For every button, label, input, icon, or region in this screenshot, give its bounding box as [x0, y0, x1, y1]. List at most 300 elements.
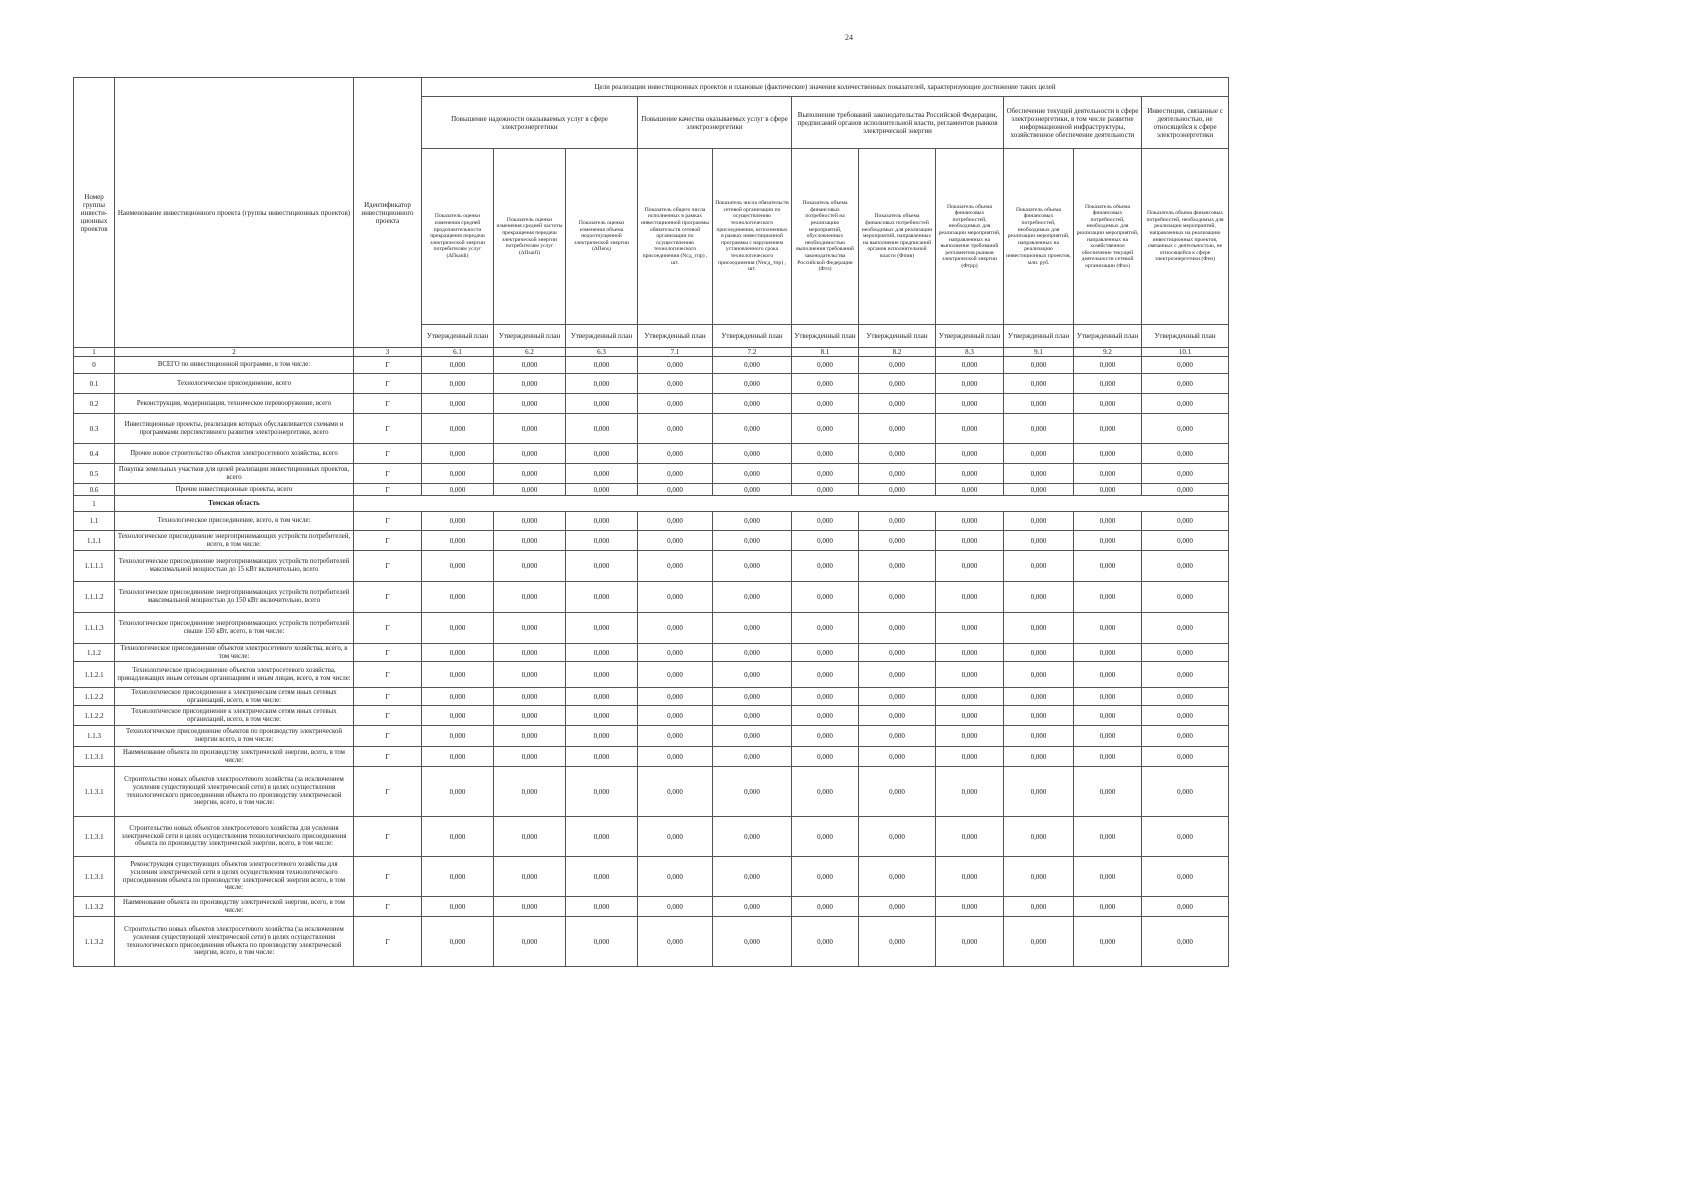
- value-cell: 0,000: [859, 767, 936, 817]
- project-identifier: Г: [354, 374, 422, 394]
- row-number: 1.1.1.1: [74, 551, 115, 582]
- table-row: [74, 484, 1229, 496]
- value-cell: 0,000: [494, 551, 566, 582]
- value-cell: 0,000: [792, 613, 859, 644]
- value-cell: 0,000: [936, 767, 1004, 817]
- value-cell: 0,000: [1142, 706, 1229, 726]
- value-cell: 0,000: [566, 374, 638, 394]
- value-cell: 0,000: [494, 767, 566, 817]
- value-cell: 0,000: [792, 582, 859, 613]
- row-number: 0.1: [74, 374, 115, 394]
- value-cell: 0,000: [422, 464, 494, 484]
- value-cell: 0,000: [792, 726, 859, 747]
- value-cell: 0,000: [713, 531, 792, 551]
- value-cell: 0,000: [494, 464, 566, 484]
- value-cell: 0,000: [859, 374, 936, 394]
- project-identifier: Г: [354, 464, 422, 484]
- value-cell: 0,000: [859, 551, 936, 582]
- value-cell: 0,000: [792, 706, 859, 726]
- value-cell: 0,000: [422, 747, 494, 767]
- value-cell: 0,000: [422, 662, 494, 688]
- value-cell: 0,000: [1004, 857, 1074, 897]
- project-identifier: Г: [354, 512, 422, 531]
- column-number: 1: [74, 348, 115, 357]
- value-cell: 0,000: [566, 414, 638, 444]
- project-name: Реконструкция, модернизация, техническое перевооружение, всего: [115, 394, 354, 414]
- value-cell: 0,000: [1074, 394, 1142, 414]
- header-group-number: Номер группы инвести-ционных проектов: [74, 78, 115, 348]
- value-cell: 0,000: [1004, 897, 1074, 917]
- value-cell: 0,000: [422, 512, 494, 531]
- value-cell: 0,000: [792, 394, 859, 414]
- value-cell: 0,000: [792, 444, 859, 464]
- value-cell: 0,000: [638, 484, 713, 496]
- project-identifier: Г: [354, 613, 422, 644]
- project-name: Технологическое присоединение, всего: [115, 374, 354, 394]
- value-cell: 0,000: [422, 817, 494, 857]
- value-cell: 0,000: [638, 726, 713, 747]
- header-indicator: Показатель объема финансовых потребностей необходимых для реализации мероприятий, направленных на выполнение предписаний органов исполнительной власти (Фпив): [859, 149, 936, 325]
- value-cell: 0,000: [859, 857, 936, 897]
- value-cell: 0,000: [566, 857, 638, 897]
- value-cell: 0,000: [566, 747, 638, 767]
- value-cell: 0,000: [1074, 857, 1142, 897]
- value-cell: 0,000: [936, 512, 1004, 531]
- value-cell: 0,000: [638, 582, 713, 613]
- value-cell: 0,000: [638, 917, 713, 967]
- value-cell: 0,000: [1074, 512, 1142, 531]
- value-cell: 0,000: [859, 484, 936, 496]
- header-indicator: Показатель объема финансовых потребностей, необходимых для реализации мероприятий, направленных на выполнение требований регламентов рынков электрической энергии (Фтрр): [936, 149, 1004, 325]
- value-cell: 0,000: [792, 551, 859, 582]
- value-cell: 0,000: [566, 817, 638, 857]
- value-cell: 0,000: [1004, 512, 1074, 531]
- value-cell: 0,000: [566, 464, 638, 484]
- value-cell: 0,000: [566, 394, 638, 414]
- value-cell: 0,000: [936, 582, 1004, 613]
- column-number: 9.1: [1004, 348, 1074, 357]
- value-cell: 0,000: [494, 917, 566, 967]
- value-cell: 0,000: [792, 857, 859, 897]
- value-cell: 0,000: [713, 857, 792, 897]
- value-cell: 0,000: [859, 582, 936, 613]
- value-cell: 0,000: [713, 357, 792, 374]
- value-cell: 0,000: [638, 747, 713, 767]
- value-cell: 0,000: [713, 897, 792, 917]
- value-cell: 0,000: [638, 444, 713, 464]
- header-group-non-energy: Инвестиции, связанные с деятельностью, не относящейся к сфере электроэнергетики: [1142, 97, 1229, 149]
- value-cell: 0,000: [422, 394, 494, 414]
- value-cell: 0,000: [422, 484, 494, 496]
- project-name: Технологическое присоединение объектов по производству электрической энергии всего, в том числе:: [115, 726, 354, 747]
- value-cell: 0,000: [1004, 688, 1074, 706]
- header-indicator: Показатель общего числа исполненных в рамках инвестиционной программы обязательств сетевой организации по осуществлению технологического присоединения (Nсд_тпр) , шт.: [638, 149, 713, 325]
- value-cell: 0,000: [792, 512, 859, 531]
- value-cell: 0,000: [1074, 357, 1142, 374]
- value-cell: 0,000: [859, 531, 936, 551]
- table-row: [74, 464, 1229, 484]
- value-cell: 0,000: [494, 706, 566, 726]
- value-cell: 0,000: [1074, 414, 1142, 444]
- value-cell: 0,000: [713, 512, 792, 531]
- investment-table: [73, 77, 1229, 967]
- value-cell: 0,000: [936, 857, 1004, 897]
- value-cell: 0,000: [638, 613, 713, 644]
- value-cell: 0,000: [566, 644, 638, 662]
- value-cell: 0,000: [638, 767, 713, 817]
- value-cell: 0,000: [494, 357, 566, 374]
- value-cell: 0,000: [1142, 688, 1229, 706]
- value-cell: 0,000: [1142, 857, 1229, 897]
- project-name: Строительство новых объектов электросетевого хозяйства для усиления электрической сети в целях осуществления технологического присоединения объекта по производству электрической энергии, всего, в том числе:: [115, 817, 354, 857]
- header-indicator: Показатель оценки изменения объема недоотпущенной электрической энергии (ΔПens): [566, 149, 638, 325]
- value-cell: 0,000: [494, 394, 566, 414]
- value-cell: 0,000: [638, 644, 713, 662]
- column-number: 7.1: [638, 348, 713, 357]
- value-cell: 0,000: [792, 644, 859, 662]
- column-number: 3: [354, 348, 422, 357]
- project-identifier: Г: [354, 747, 422, 767]
- page-number: 24: [845, 33, 853, 42]
- value-cell: 0,000: [713, 613, 792, 644]
- region-name: Томская область: [115, 496, 354, 512]
- value-cell: 0,000: [422, 551, 494, 582]
- value-cell: 0,000: [713, 582, 792, 613]
- project-name: Наименование объекта по производству электрической энергии, всего, в том числе:: [115, 747, 354, 767]
- value-cell: 0,000: [792, 414, 859, 444]
- value-cell: 0,000: [566, 767, 638, 817]
- value-cell: 0,000: [713, 688, 792, 706]
- value-cell: 0,000: [638, 706, 713, 726]
- row-number: 1.1.3.1: [74, 767, 115, 817]
- value-cell: 0,000: [1004, 582, 1074, 613]
- value-cell: 0,000: [494, 817, 566, 857]
- header-plan-label: Утвержденный план: [713, 325, 792, 348]
- row-number: 1.1.1: [74, 531, 115, 551]
- header-plan-label: Утвержденный план: [1074, 325, 1142, 348]
- table-row: [74, 917, 1229, 967]
- value-cell: 0,000: [494, 644, 566, 662]
- project-name: Строительство новых объектов электросетевого хозяйства (за исключением усиления существующей электрической сети) в целях осуществления технологического присоединения объекта по производству электрической энергии, всего, в том числе:: [115, 767, 354, 817]
- value-cell: 0,000: [936, 551, 1004, 582]
- value-cell: 0,000: [1142, 357, 1229, 374]
- value-cell: 0,000: [566, 688, 638, 706]
- project-identifier: Г: [354, 897, 422, 917]
- value-cell: 0,000: [713, 394, 792, 414]
- value-cell: 0,000: [422, 444, 494, 464]
- row-number: 1.1.3.1: [74, 857, 115, 897]
- value-cell: 0,000: [1004, 531, 1074, 551]
- header-indicator: Показатель объема финансовых потребностей, необходимых для реализации мероприятий, направленных на реализацию инвестиционных проектов, млн. руб.: [1004, 149, 1074, 325]
- value-cell: 0,000: [1074, 817, 1142, 857]
- table-row: [74, 817, 1229, 857]
- project-name: Прочее новое строительство объектов электросетевого хозяйства, всего: [115, 444, 354, 464]
- value-cell: 0,000: [1142, 464, 1229, 484]
- value-cell: 0,000: [566, 613, 638, 644]
- value-cell: 0,000: [566, 897, 638, 917]
- header-project-name: Наименование инвестиционного проекта (группы инвестиционных проектов): [115, 78, 354, 348]
- table-row: [74, 512, 1229, 531]
- value-cell: 0,000: [792, 662, 859, 688]
- value-cell: 0,000: [494, 688, 566, 706]
- header-indicator: Показатель объема финансовых потребностей, необходимых для реализации мероприятий, направленных на хозяйственное обеспечение текущей деятельности сетевой организации (Фхо): [1074, 149, 1142, 325]
- value-cell: 0,000: [936, 817, 1004, 857]
- value-cell: 0,000: [1004, 644, 1074, 662]
- value-cell: 0,000: [422, 706, 494, 726]
- project-name: Технологическое присоединение энергопринимающих устройств потребителей максимальной мощностью до 150 кВт включительно, всего: [115, 582, 354, 613]
- value-cell: 0,000: [713, 644, 792, 662]
- value-cell: 0,000: [422, 613, 494, 644]
- value-cell: 0,000: [1142, 767, 1229, 817]
- table-row: [74, 374, 1229, 394]
- value-cell: 0,000: [1004, 551, 1074, 582]
- value-cell: 0,000: [713, 662, 792, 688]
- header-plan-label: Утвержденный план: [638, 325, 713, 348]
- value-cell: 0,000: [566, 531, 638, 551]
- row-number: 0.3: [74, 414, 115, 444]
- value-cell: 0,000: [1142, 582, 1229, 613]
- value-cell: 0,000: [713, 444, 792, 464]
- value-cell: 0,000: [1004, 613, 1074, 644]
- row-number: 0: [74, 357, 115, 374]
- table-row: [74, 582, 1229, 613]
- value-cell: 0,000: [638, 897, 713, 917]
- value-cell: 0,000: [1004, 484, 1074, 496]
- value-cell: 0,000: [1004, 706, 1074, 726]
- value-cell: 0,000: [1004, 662, 1074, 688]
- value-cell: 0,000: [936, 917, 1004, 967]
- value-cell: 0,000: [1004, 357, 1074, 374]
- table-row: [74, 857, 1229, 897]
- row-number: 1: [74, 496, 115, 512]
- value-cell: 0,000: [936, 357, 1004, 374]
- value-cell: 0,000: [1074, 484, 1142, 496]
- value-cell: 0,000: [859, 464, 936, 484]
- header-group-reliability: Повышение надежности оказываемых услуг в сфере электроэнергетики: [422, 97, 638, 149]
- value-cell: 0,000: [494, 512, 566, 531]
- value-cell: 0,000: [1142, 613, 1229, 644]
- value-cell: 0,000: [638, 374, 713, 394]
- row-number: 1.1: [74, 512, 115, 531]
- project-identifier: Г: [354, 644, 422, 662]
- value-cell: 0,000: [1074, 531, 1142, 551]
- header-plan-label: Утвержденный план: [494, 325, 566, 348]
- value-cell: 0,000: [936, 613, 1004, 644]
- header-goals-title: Цели реализации инвестиционных проектов и плановые (фактические) значения количественных показателей, характеризующие достижение таких целей: [422, 78, 1229, 97]
- value-cell: 0,000: [713, 767, 792, 817]
- header-plan-label: Утвержденный план: [566, 325, 638, 348]
- value-cell: 0,000: [494, 857, 566, 897]
- value-cell: 0,000: [713, 747, 792, 767]
- value-cell: 0,000: [566, 512, 638, 531]
- value-cell: 0,000: [566, 484, 638, 496]
- project-identifier: Г: [354, 662, 422, 688]
- value-cell: 0,000: [566, 444, 638, 464]
- value-cell: 0,000: [1142, 484, 1229, 496]
- value-cell: 0,000: [859, 688, 936, 706]
- value-cell: 0,000: [792, 357, 859, 374]
- row-number: 1.1.3.2: [74, 917, 115, 967]
- region-empty-cell: [354, 496, 1229, 512]
- value-cell: 0,000: [1142, 897, 1229, 917]
- value-cell: 0,000: [422, 726, 494, 747]
- value-cell: 0,000: [1074, 747, 1142, 767]
- project-identifier: Г: [354, 688, 422, 706]
- value-cell: 0,000: [566, 726, 638, 747]
- project-name: Технологическое присоединение, всего, в том числе:: [115, 512, 354, 531]
- value-cell: 0,000: [713, 374, 792, 394]
- table-row: [74, 357, 1229, 374]
- value-cell: 0,000: [1004, 817, 1074, 857]
- value-cell: 0,000: [566, 582, 638, 613]
- project-name: Технологическое присоединение к электрическим сетям иных сетевых организаций, всего, в том числе:: [115, 706, 354, 726]
- row-number: 1.1.3: [74, 726, 115, 747]
- value-cell: 0,000: [1142, 394, 1229, 414]
- project-identifier: Г: [354, 817, 422, 857]
- value-cell: 0,000: [422, 857, 494, 897]
- value-cell: 0,000: [859, 414, 936, 444]
- value-cell: 0,000: [792, 767, 859, 817]
- row-number: 1.1.3.2: [74, 897, 115, 917]
- project-identifier: Г: [354, 484, 422, 496]
- table-row: [74, 444, 1229, 464]
- value-cell: 0,000: [859, 897, 936, 917]
- value-cell: 0,000: [792, 817, 859, 857]
- value-cell: 0,000: [1004, 394, 1074, 414]
- value-cell: 0,000: [936, 747, 1004, 767]
- value-cell: 0,000: [422, 582, 494, 613]
- value-cell: 0,000: [566, 551, 638, 582]
- table-header: [74, 78, 1229, 357]
- value-cell: 0,000: [792, 464, 859, 484]
- header-indicator: Показатель оценки изменения средней продолжительности прекращения передачи электрической энергии потребителям услуг (ΔПsaidi): [422, 149, 494, 325]
- row-number: 1.1.1.3: [74, 613, 115, 644]
- column-number: 2: [115, 348, 354, 357]
- value-cell: 0,000: [936, 394, 1004, 414]
- value-cell: 0,000: [1142, 726, 1229, 747]
- value-cell: 0,000: [638, 512, 713, 531]
- value-cell: 0,000: [638, 662, 713, 688]
- project-identifier: Г: [354, 767, 422, 817]
- value-cell: 0,000: [1074, 374, 1142, 394]
- value-cell: 0,000: [638, 464, 713, 484]
- value-cell: 0,000: [422, 917, 494, 967]
- value-cell: 0,000: [638, 817, 713, 857]
- value-cell: 0,000: [792, 484, 859, 496]
- project-name: Наименование объекта по производству электрической энергии, всего, в том числе:: [115, 897, 354, 917]
- value-cell: 0,000: [494, 613, 566, 644]
- value-cell: 0,000: [1074, 917, 1142, 967]
- value-cell: 0,000: [638, 394, 713, 414]
- row-number: 0.5: [74, 464, 115, 484]
- value-cell: 0,000: [422, 374, 494, 394]
- value-cell: 0,000: [422, 767, 494, 817]
- value-cell: 0,000: [1004, 767, 1074, 817]
- value-cell: 0,000: [1074, 706, 1142, 726]
- row-number: 1.1.1.2: [74, 582, 115, 613]
- header-identifier: Идентификатор инвестиционного проекта: [354, 78, 422, 348]
- value-cell: 0,000: [1074, 464, 1142, 484]
- table-row: [74, 613, 1229, 644]
- value-cell: 0,000: [422, 688, 494, 706]
- table-row: [74, 706, 1229, 726]
- value-cell: 0,000: [1074, 613, 1142, 644]
- header-group-quality: Повышение качества оказываемых услуг в сфере электроэнергетики: [638, 97, 792, 149]
- project-identifier: Г: [354, 444, 422, 464]
- value-cell: 0,000: [1074, 897, 1142, 917]
- value-cell: 0,000: [792, 917, 859, 967]
- value-cell: 0,000: [792, 897, 859, 917]
- table-row: [74, 726, 1229, 747]
- row-number: 0.2: [74, 394, 115, 414]
- value-cell: 0,000: [422, 357, 494, 374]
- header-indicator: Показатель объема финансовых потребностей, необходимых для реализации мероприятий, направленных на реализацию инвестиционных проектов, связанных с деятельностью, не относящейся к сфере электроэнергетики (Фнэ): [1142, 149, 1229, 325]
- value-cell: 0,000: [936, 726, 1004, 747]
- value-cell: 0,000: [792, 531, 859, 551]
- column-number: 7.2: [713, 348, 792, 357]
- value-cell: 0,000: [566, 357, 638, 374]
- value-cell: 0,000: [1074, 662, 1142, 688]
- value-cell: 0,000: [936, 897, 1004, 917]
- value-cell: 0,000: [1004, 464, 1074, 484]
- column-number: 10.1: [1142, 348, 1229, 357]
- value-cell: 0,000: [859, 444, 936, 464]
- value-cell: 0,000: [792, 374, 859, 394]
- value-cell: 0,000: [422, 644, 494, 662]
- value-cell: 0,000: [494, 414, 566, 444]
- value-cell: 0,000: [494, 531, 566, 551]
- project-identifier: Г: [354, 531, 422, 551]
- value-cell: 0,000: [566, 706, 638, 726]
- value-cell: 0,000: [1142, 444, 1229, 464]
- value-cell: 0,000: [859, 394, 936, 414]
- header-group-legislation: Выполнение требований законодательства Российской Федерации, предписаний органов исполнительной власти, регламентов рынков электрической энергии: [792, 97, 1004, 149]
- value-cell: 0,000: [494, 747, 566, 767]
- value-cell: 0,000: [713, 414, 792, 444]
- value-cell: 0,000: [859, 817, 936, 857]
- region-row: [74, 496, 1229, 512]
- header-plan-label: Утвержденный план: [859, 325, 936, 348]
- value-cell: 0,000: [1004, 747, 1074, 767]
- value-cell: 0,000: [1142, 531, 1229, 551]
- row-number: 0.6: [74, 484, 115, 496]
- header-indicator: Показатель оценки изменения средней частоты прекращения передачи электрической энергии потребителям услуг (ΔПsaifi): [494, 149, 566, 325]
- project-name: Строительство новых объектов электросетевого хозяйства (за исключением усиления существующей электрической сети) в целях осуществления технологического присоединения объекта по производству электрической энергии, всего, в том числе:: [115, 917, 354, 967]
- value-cell: 0,000: [859, 706, 936, 726]
- value-cell: 0,000: [1142, 551, 1229, 582]
- header-indicator: Показатель объема финансовых потребностей на реализацию мероприятий, обусловленных необходимостью выполнения требований законодательства Российской Федерации (Фтз): [792, 149, 859, 325]
- value-cell: 0,000: [936, 531, 1004, 551]
- column-number: 6.2: [494, 348, 566, 357]
- project-identifier: Г: [354, 917, 422, 967]
- value-cell: 0,000: [792, 747, 859, 767]
- project-name: Технологическое присоединение энергопринимающих устройств потребителей, всего, в том числе:: [115, 531, 354, 551]
- project-name: Прочие инвестиционные проекты, всего: [115, 484, 354, 496]
- value-cell: 0,000: [859, 644, 936, 662]
- value-cell: 0,000: [1142, 512, 1229, 531]
- header-plan-label: Утвержденный план: [1142, 325, 1229, 348]
- value-cell: 0,000: [713, 817, 792, 857]
- row-number: 1.1.3.1: [74, 747, 115, 767]
- value-cell: 0,000: [936, 662, 1004, 688]
- value-cell: 0,000: [1142, 662, 1229, 688]
- value-cell: 0,000: [1004, 444, 1074, 464]
- value-cell: 0,000: [494, 484, 566, 496]
- value-cell: 0,000: [1142, 644, 1229, 662]
- header-plan-label: Утвержденный план: [792, 325, 859, 348]
- value-cell: 0,000: [494, 582, 566, 613]
- row-number: 1.1.2.1: [74, 662, 115, 688]
